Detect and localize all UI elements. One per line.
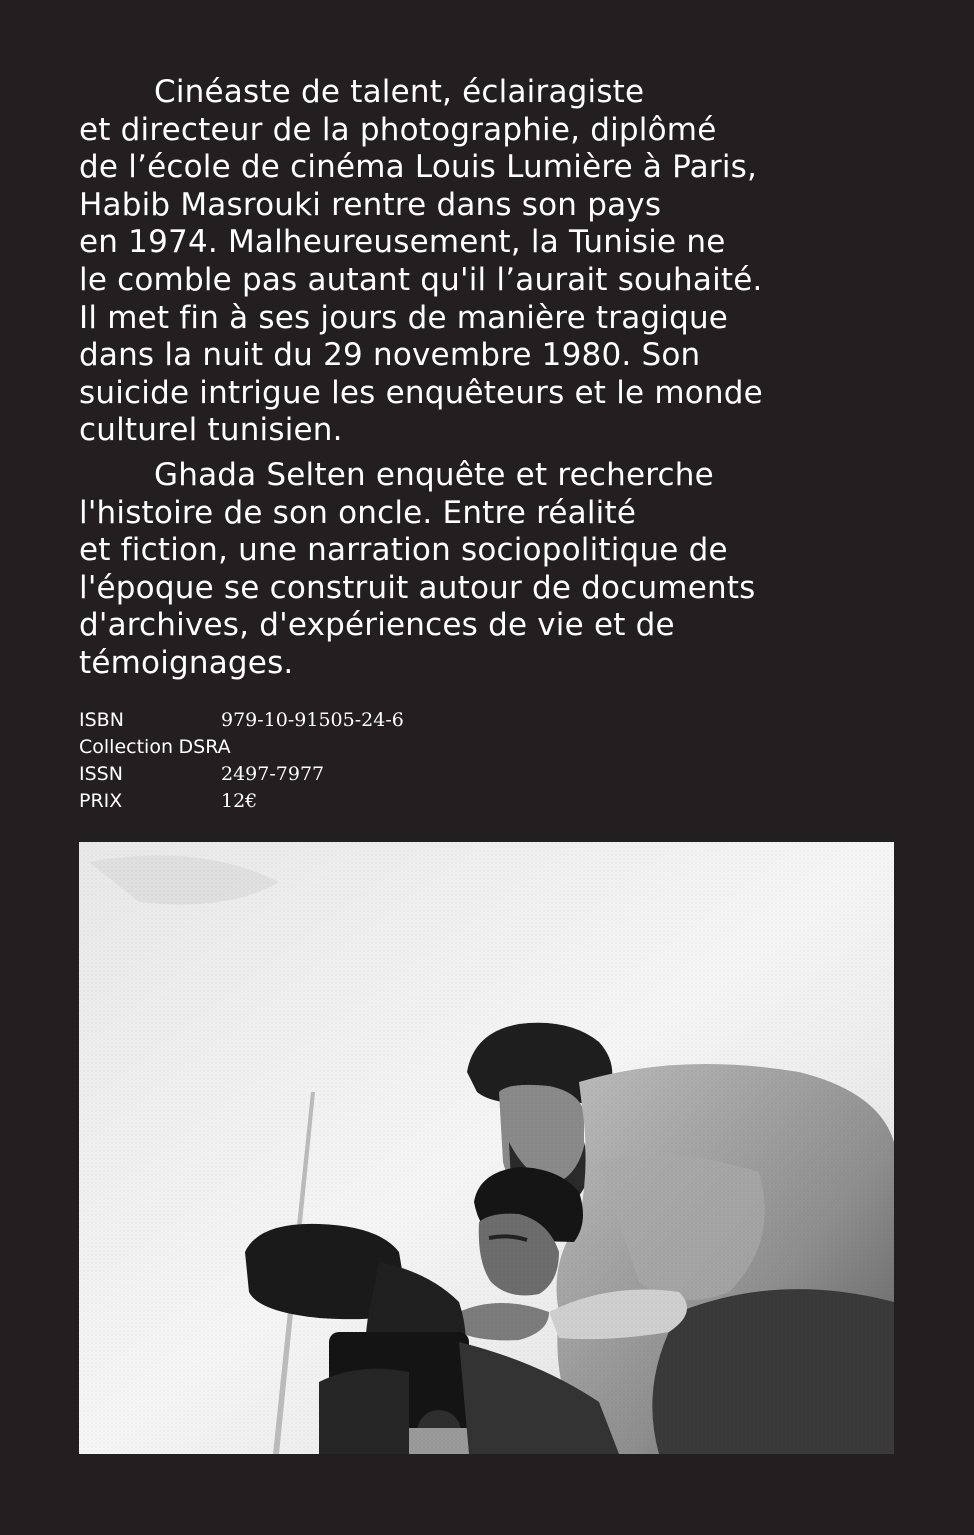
publication-info bbox=[79, 707, 579, 815]
price-row bbox=[79, 788, 579, 815]
isbn-row bbox=[79, 707, 579, 734]
blurb-line: Cinéaste de talent, éclairagiste bbox=[154, 74, 645, 110]
blurb-paragraph-1 bbox=[79, 74, 899, 450]
blurb-line: d'archives, d'expériences de vie et de bbox=[79, 607, 675, 644]
blurb-line: culturel tunisien. bbox=[79, 412, 343, 449]
blurb bbox=[79, 74, 899, 683]
blurb-line: témoignages. bbox=[79, 644, 294, 681]
isbn-label: ISBN bbox=[79, 709, 124, 731]
collection-label: Collection bbox=[79, 736, 173, 758]
blurb-line: dans la nuit du 29 novembre 1980. Son bbox=[79, 337, 701, 374]
blurb-line: l'époque se construit autour de documents bbox=[79, 569, 756, 606]
blurb-line: en 1974. Malheureusement, la Tunisie ne bbox=[79, 224, 726, 261]
collection-value: DSRA bbox=[178, 736, 231, 758]
cameraman-photo-illustration bbox=[79, 842, 894, 1454]
blurb-line: le comble pas autant qu'il l’aurait souhaité. bbox=[79, 261, 763, 298]
blurb-paragraph-2 bbox=[79, 457, 899, 683]
blurb-line: de l’école de cinéma Louis Lumière à Paris, bbox=[79, 149, 758, 186]
issn-label: ISSN bbox=[79, 763, 123, 785]
archival-photo bbox=[79, 842, 894, 1454]
blurb-line: l'histoire de son oncle. Entre réalité bbox=[79, 494, 637, 531]
blurb-line: suicide intrigue les enquêteurs et le monde bbox=[79, 374, 763, 411]
blurb-line: Ghada Selten enquête et recherche bbox=[154, 456, 714, 493]
price-label: PRIX bbox=[79, 790, 123, 812]
price-value: 12€ bbox=[221, 790, 258, 812]
blurb-line: Il met fin à ses jours de manière tragique bbox=[79, 299, 729, 336]
blurb-line: Habib Masrouki rentre dans son pays bbox=[79, 186, 662, 223]
issn-value: 2497-7977 bbox=[221, 763, 325, 785]
blurb-line: et directeur de la photographie, diplômé bbox=[79, 111, 717, 148]
issn-row bbox=[79, 761, 579, 788]
isbn-value: 979-10-91505-24-6 bbox=[221, 709, 404, 731]
blurb-line: et fiction, une narration sociopolitique de bbox=[79, 532, 728, 569]
collection-row bbox=[79, 734, 579, 761]
